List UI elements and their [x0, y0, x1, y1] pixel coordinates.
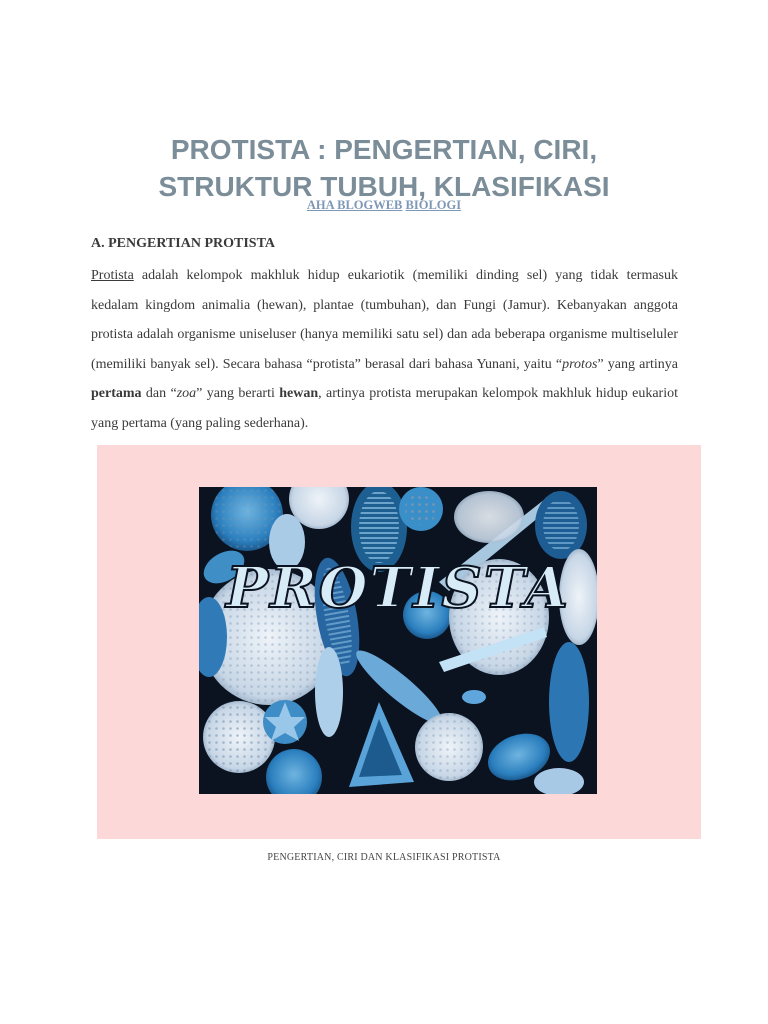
figure-container	[97, 445, 701, 839]
post-meta	[0, 198, 768, 213]
paragraph-text-3: dan “	[141, 386, 177, 401]
section-heading: A. PENGERTIAN PROTISTA	[91, 236, 275, 251]
protista-link[interactable]: Protista	[91, 268, 134, 283]
paragraph-text-5: , artinya protista merupakan kelompok makhluk hidup eukariot yang pertama (yang paling sederhana).	[91, 386, 678, 431]
page-title	[0, 131, 768, 205]
paragraph-bold-pertama: pertama	[91, 386, 142, 401]
paragraph-italic-zoa: zoa	[176, 386, 197, 401]
page-title-line-2: STRUKTUR TUBUH, KLASIFIKASI	[158, 170, 610, 202]
intro-paragraph	[91, 261, 678, 438]
figure-caption: PENGERTIAN, CIRI DAN KLASIFIKASI PROTISTA	[267, 852, 501, 863]
paragraph-text-2: ” yang artinya	[597, 356, 678, 372]
paragraph-bold-hewan: hewan	[279, 386, 319, 401]
category-link[interactable]: BIOLOGI	[405, 198, 462, 212]
paragraph-text-4: ” yang berarti	[196, 386, 280, 401]
paragraph-italic-protos: protos	[562, 356, 598, 372]
protista-image	[199, 487, 597, 794]
image-title-text: PROTISTA	[226, 555, 570, 621]
paragraph-text-1: adalah kelompok makhluk hidup eukariotik (memiliki dinding sel) yang tidak termasuk kedalam kingdom animalia (hewan), plantae (tumbuhan), dan Fungi (Jamur). Kebanyakan anggota protista adalah organisme uniseluser (hanya memiliki satu sel) dan ada beberapa organisme multiseluler (memiliki banyak sel). Secara bahasa “protista” berasal dari bahasa Yunani, yaitu “	[91, 268, 678, 372]
page-title-line-1: PROTISTA : PENGERTIAN, CIRI,	[170, 133, 598, 165]
author-link[interactable]: AHA BLOGWEB	[306, 198, 403, 212]
diatom-illustration	[199, 487, 597, 794]
